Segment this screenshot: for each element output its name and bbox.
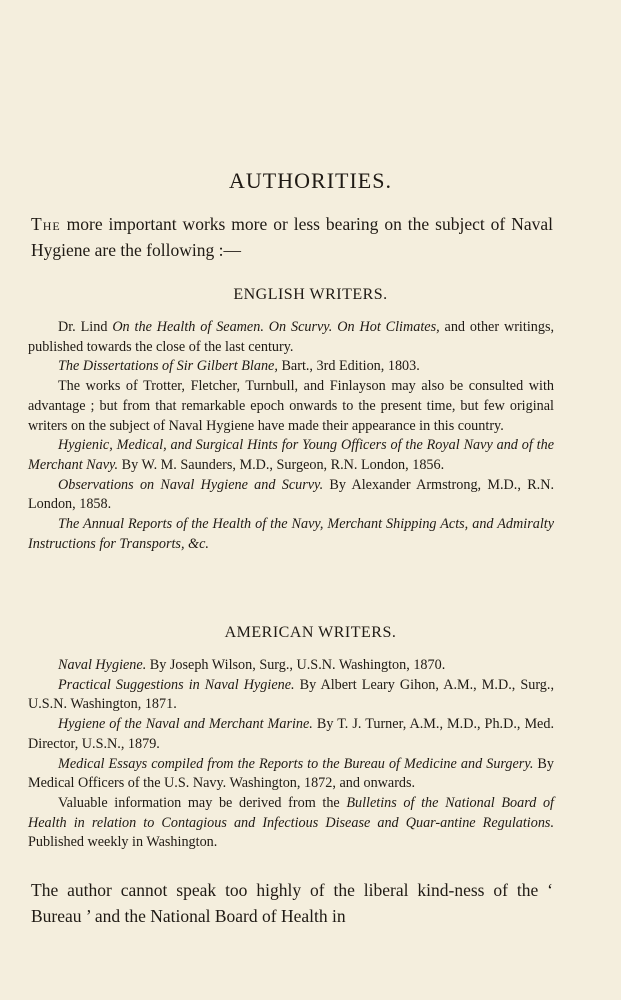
entry-turner — [28, 715, 554, 754]
work-title: The Annual Reports of the Health of the Navy, Merchant Shipping Acts, and Admiralty Instructions for Transports, &c. — [28, 516, 554, 552]
entry-bulletins — [28, 794, 554, 853]
entry-text: By Medical Officers of the U.S. Navy. Washington, 1872, and onwards. — [28, 755, 554, 792]
entry-annual-reports — [28, 515, 554, 554]
english-writers-section — [28, 318, 554, 554]
entry-wilson — [28, 656, 554, 676]
entry-saunders — [28, 436, 554, 475]
entry-blane — [28, 357, 554, 377]
work-title: Practical Suggestions in Naval Hygiene. — [58, 676, 295, 693]
work-title: Medical Essays compiled from the Reports to the Bureau of Medicine and Surgery. — [58, 755, 534, 772]
entry-text: By T. J. Turner, A.M., M.D., Ph.D., Med. Director, U.S.N., 1879. — [28, 716, 554, 752]
work-title: The Dissertations of Sir Gilbert Blane, — [58, 358, 278, 375]
entry-trotter: The works of Trotter, Fletcher, Turnbull, and Finlayson may also be consulted with advantage ; but from that remarkable epoch onwards to the present time, but few original writers on the subject of Naval Hygiene have made their appearance in this country. — [28, 378, 554, 434]
page-title: AUTHORITIES. — [229, 168, 392, 193]
work-title: On Hot Climates, — [337, 319, 440, 335]
entry-text: By Joseph Wilson, Surg., U.S.N. Washington, 1870. — [146, 657, 446, 673]
work-title: On the Health of Seamen. — [112, 319, 264, 335]
american-writers-section — [28, 656, 554, 853]
entry-text: Dr. Lind — [58, 319, 113, 335]
english-writers-heading: ENGLISH WRITERS. — [233, 286, 388, 303]
entry-text: By Alexander Armstrong, M.D., R.N. London, 1858. — [28, 476, 554, 513]
closing-paragraph: The author cannot speak too highly of the liberal kind-ness of the ‘ Bureau ’ and the National Board of Health in — [31, 880, 553, 926]
entry-medical-essays — [28, 755, 554, 794]
entry-text: Bart., 3rd Edition, 1803. — [277, 358, 420, 375]
work-title: Bulletins of the National Board of Health in relation to Contagious and Infectious Disease and Quar-antine Regulations. — [28, 794, 554, 831]
entry-text: By Albert Leary Gihon, A.M., M.D., Surg., U.S.N. Washington, 1871. — [28, 676, 554, 713]
entry-text: By W. M. Saunders, M.D., Surgeon, R.N. London, 1856. — [118, 456, 445, 473]
work-title: Naval Hygiene. — [58, 657, 147, 673]
entry-lind — [28, 318, 554, 357]
entry-text: Published weekly in Washington. — [28, 834, 218, 851]
entry-text: and other writings, published towards the close of the last century. — [28, 319, 555, 355]
work-title: Observations on Naval Hygiene and Scurvy. — [58, 476, 324, 493]
entry-gihon — [28, 676, 554, 715]
intro-first-word: The — [31, 214, 61, 234]
work-title: On Scurvy. — [268, 319, 333, 335]
entry-armstrong — [28, 476, 554, 515]
work-title: Hygiene of the Naval and Merchant Marine. — [58, 716, 313, 733]
intro-text: more important works more or less bearing on the subject of Naval Hygiene are the following :— — [31, 214, 553, 260]
work-title: Hygienic, Medical, and Surgical Hints for Young Officers of the Royal Navy and of the Merchant Navy. — [28, 437, 554, 473]
entry-text: Valuable information may be derived from the — [58, 794, 347, 811]
american-writers-heading: AMERICAN WRITERS. — [224, 624, 397, 641]
intro-paragraph — [31, 211, 553, 263]
